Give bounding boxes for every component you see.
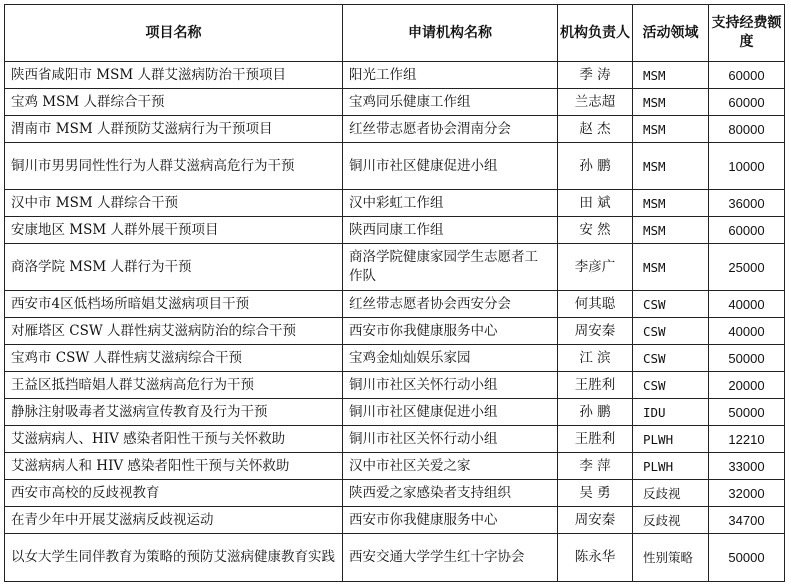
organization-name: 陕西爱之家感染者支持组织 [343, 480, 558, 507]
table-row [5, 426, 785, 453]
leader-name: 王胜利 [558, 372, 633, 399]
activity-area: MSM [633, 217, 709, 244]
activity-area: CSW [633, 372, 709, 399]
funding-table [4, 4, 785, 582]
project-name: 汉中市 MSM 人群综合干预 [5, 190, 343, 217]
organization-name: 铜川市社区健康促进小组 [343, 143, 558, 190]
table-row [5, 291, 785, 318]
funding-amount: 10000 [709, 143, 785, 190]
organization-name: 西安交通大学学生红十字协会 [343, 534, 558, 582]
leader-name: 季 涛 [558, 62, 633, 89]
table-row [5, 190, 785, 217]
organization-name: 宝鸡金灿灿娱乐家园 [343, 345, 558, 372]
leader-name: 兰志超 [558, 89, 633, 116]
project-name: 艾滋病病人和 HIV 感染者阳性干预与关怀救助 [5, 453, 343, 480]
table-row [5, 217, 785, 244]
table-row [5, 399, 785, 426]
project-name: 宝鸡市 CSW 人群性病艾滋病综合干预 [5, 345, 343, 372]
header-row [5, 5, 785, 62]
leader-name: 王胜利 [558, 426, 633, 453]
table-row [5, 507, 785, 534]
project-name: 西安市高校的反歧视教育 [5, 480, 343, 507]
header-project: 项目名称 [5, 5, 343, 62]
activity-area: PLWH [633, 453, 709, 480]
leader-name: 何其聪 [558, 291, 633, 318]
project-name: 商洛学院 MSM 人群行为干预 [5, 244, 343, 291]
organization-name: 铜川市社区关怀行动小组 [343, 372, 558, 399]
funding-amount: 25000 [709, 244, 785, 291]
leader-name: 安 然 [558, 217, 633, 244]
activity-area: CSW [633, 291, 709, 318]
leader-name: 孙 鹏 [558, 399, 633, 426]
funding-amount: 50000 [709, 534, 785, 582]
header-leader: 机构负责人 [558, 5, 633, 62]
activity-area: CSW [633, 318, 709, 345]
funding-amount: 60000 [709, 89, 785, 116]
activity-area: 反歧视 [633, 507, 709, 534]
organization-name: 汉中彩虹工作组 [343, 190, 558, 217]
funding-amount: 12210 [709, 426, 785, 453]
funding-amount: 20000 [709, 372, 785, 399]
activity-area: MSM [633, 190, 709, 217]
activity-area: 性别策略 [633, 534, 709, 582]
table-row [5, 143, 785, 190]
table-row [5, 372, 785, 399]
project-name: 艾滋病病人、HIV 感染者阳性干预与关怀救助 [5, 426, 343, 453]
organization-name: 西安市你我健康服务中心 [343, 507, 558, 534]
leader-name: 江 滨 [558, 345, 633, 372]
table-row [5, 244, 785, 291]
organization-name: 红丝带志愿者协会渭南分会 [343, 116, 558, 143]
table-row [5, 345, 785, 372]
project-name: 对雁塔区 CSW 人群性病艾滋病防治的综合干预 [5, 318, 343, 345]
organization-name: 红丝带志愿者协会西安分会 [343, 291, 558, 318]
project-name: 安康地区 MSM 人群外展干预项目 [5, 217, 343, 244]
table-row [5, 480, 785, 507]
organization-name: 汉中市社区关爱之家 [343, 453, 558, 480]
project-name: 以女大学生同伴教育为策略的预防艾滋病健康教育实践 [5, 534, 343, 582]
funding-amount: 40000 [709, 318, 785, 345]
table-row [5, 453, 785, 480]
funding-amount: 60000 [709, 62, 785, 89]
leader-name: 孙 鹏 [558, 143, 633, 190]
organization-name: 宝鸡同乐健康工作组 [343, 89, 558, 116]
activity-area: IDU [633, 399, 709, 426]
project-name: 静脉注射吸毒者艾滋病宣传教育及行为干预 [5, 399, 343, 426]
funding-amount: 50000 [709, 399, 785, 426]
project-name: 西安市4区低档场所暗娼艾滋病项目干预 [5, 291, 343, 318]
activity-area: MSM [633, 62, 709, 89]
project-name: 在青少年中开展艾滋病反歧视运动 [5, 507, 343, 534]
leader-name: 李 萍 [558, 453, 633, 480]
activity-area: MSM [633, 244, 709, 291]
activity-area: CSW [633, 345, 709, 372]
leader-name: 赵 杰 [558, 116, 633, 143]
leader-name: 陈永华 [558, 534, 633, 582]
leader-name: 吴 勇 [558, 480, 633, 507]
header-organization: 申请机构名称 [343, 5, 558, 62]
table-row [5, 62, 785, 89]
header-funding-amount: 支持经费额度 [709, 5, 785, 62]
organization-name: 铜川市社区关怀行动小组 [343, 426, 558, 453]
project-name: 铜川市男男同性性行为人群艾滋病高危行为干预 [5, 143, 343, 190]
funding-amount: 36000 [709, 190, 785, 217]
table-row [5, 89, 785, 116]
leader-name: 田 斌 [558, 190, 633, 217]
organization-name: 铜川市社区健康促进小组 [343, 399, 558, 426]
table-row [5, 116, 785, 143]
table-row [5, 318, 785, 345]
activity-area: MSM [633, 89, 709, 116]
activity-area: MSM [633, 143, 709, 190]
project-name: 渭南市 MSM 人群预防艾滋病行为干预项目 [5, 116, 343, 143]
project-name: 王益区抵挡暗娼人群艾滋病高危行为干预 [5, 372, 343, 399]
organization-name: 陕西同康工作组 [343, 217, 558, 244]
leader-name: 李彦广 [558, 244, 633, 291]
project-name: 宝鸡 MSM 人群综合干预 [5, 89, 343, 116]
activity-area: 反歧视 [633, 480, 709, 507]
activity-area: PLWH [633, 426, 709, 453]
funding-amount: 80000 [709, 116, 785, 143]
organization-name: 商洛学院健康家园学生志愿者工作队 [343, 244, 558, 291]
header-activity-area: 活动领域 [633, 5, 709, 62]
funding-amount: 34700 [709, 507, 785, 534]
funding-amount: 60000 [709, 217, 785, 244]
project-name: 陕西省咸阳市 MSM 人群艾滋病防治干预项目 [5, 62, 343, 89]
funding-amount: 33000 [709, 453, 785, 480]
leader-name: 周安秦 [558, 507, 633, 534]
funding-amount: 40000 [709, 291, 785, 318]
organization-name: 西安市你我健康服务中心 [343, 318, 558, 345]
organization-name: 阳光工作组 [343, 62, 558, 89]
table-row [5, 534, 785, 582]
activity-area: MSM [633, 116, 709, 143]
funding-amount: 32000 [709, 480, 785, 507]
leader-name: 周安秦 [558, 318, 633, 345]
funding-amount: 50000 [709, 345, 785, 372]
